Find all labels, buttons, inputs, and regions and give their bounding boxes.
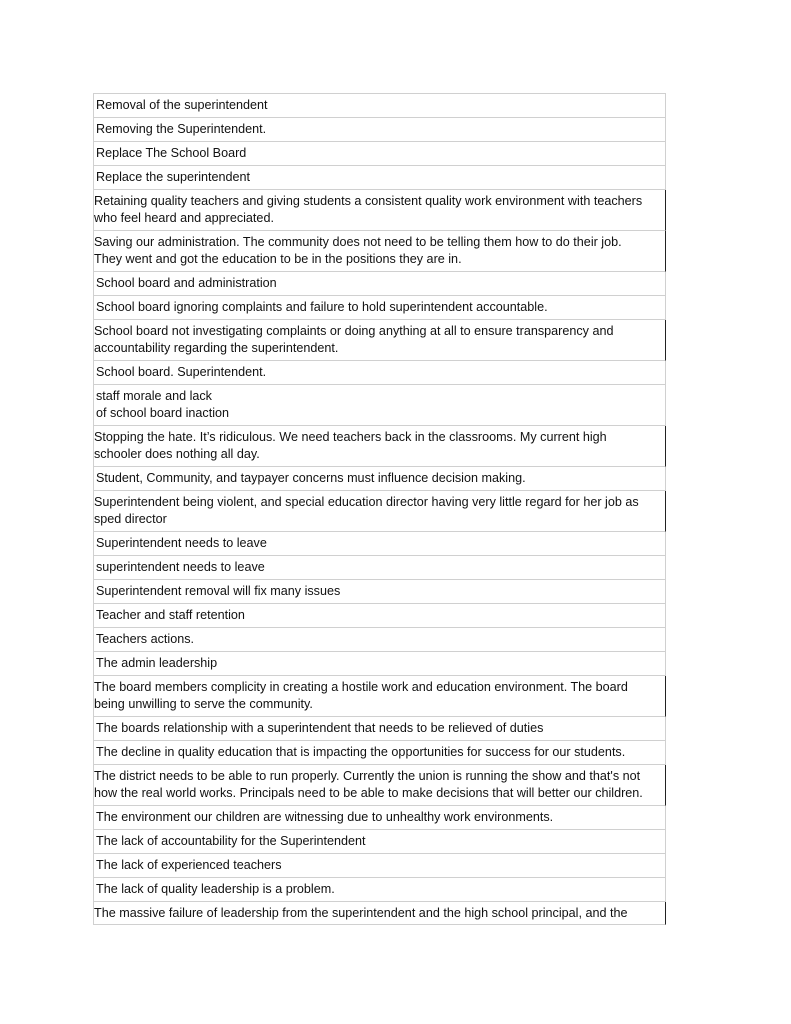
table-row: Replace the superintendent	[93, 166, 666, 190]
table-row: Retaining quality teachers and giving students a consistent quality work environment with teachers who feel heard and appreciated.	[93, 190, 666, 231]
response-table	[93, 93, 666, 925]
table-row: The environment our children are witnessing due to unhealthy work environments.	[93, 806, 666, 830]
table-row: Student, Community, and taypayer concerns must influence decision making.	[93, 467, 666, 491]
table-row: Saving our administration. The community does not need to be telling them how to do their job. They went and got the education to be in the positions they are in.	[93, 231, 666, 272]
table-row: Replace The School Board	[93, 142, 666, 166]
table-row: Superintendent being violent, and special education director having very little regard for her job as sped director	[93, 491, 666, 532]
table-row: School board. Superintendent.	[93, 361, 666, 385]
table-row: Removal of the superintendent	[93, 94, 666, 118]
table-row: School board and administration	[93, 272, 666, 296]
table-row: staff morale and lack of school board inaction	[93, 385, 666, 426]
table-row: Superintendent removal will fix many issues	[93, 580, 666, 604]
table-row: Removing the Superintendent.	[93, 118, 666, 142]
table-row: The boards relationship with a superintendent that needs to be relieved of duties	[93, 717, 666, 741]
table-row: The massive failure of leadership from the superintendent and the high school principal, and the	[93, 902, 666, 925]
table-row: Stopping the hate. It’s ridiculous. We need teachers back in the classrooms. My current high schooler does nothing all day.	[93, 426, 666, 467]
table-row: Teacher and staff retention	[93, 604, 666, 628]
table-row: The admin leadership	[93, 652, 666, 676]
table-row: superintendent needs to leave	[93, 556, 666, 580]
table-row: School board not investigating complaints or doing anything at all to ensure transparency and accountability regarding the superintendent.	[93, 320, 666, 361]
table-row: The district needs to be able to run properly. Currently the union is running the show and that's not how the real world works. Principals need to be able to make decisions that will better our children.	[93, 765, 666, 806]
table-row: Teachers actions.	[93, 628, 666, 652]
table-row: The decline in quality education that is impacting the opportunities for success for our students.	[93, 741, 666, 765]
table-row: The lack of quality leadership is a problem.	[93, 878, 666, 902]
table-row: School board ignoring complaints and failure to hold superintendent accountable.	[93, 296, 666, 320]
table-row: Superintendent needs to leave	[93, 532, 666, 556]
table-row: The board members complicity in creating a hostile work and education environment. The board being unwilling to serve the community.	[93, 676, 666, 717]
table-row: The lack of experienced teachers	[93, 854, 666, 878]
table-row: The lack of accountability for the Superintendent	[93, 830, 666, 854]
